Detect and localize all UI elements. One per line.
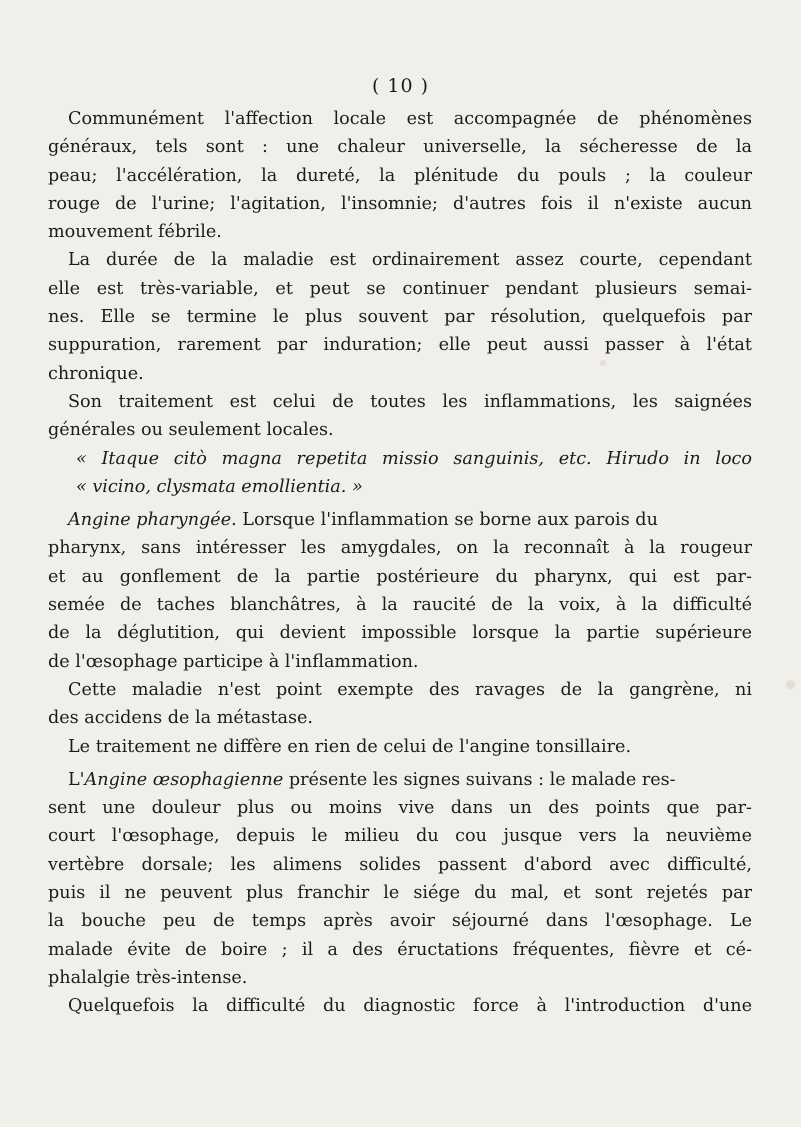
paragraph-line: la bouche peu de temps après avoir séjourné dans l'œsophage. Le (48, 911, 752, 932)
paragraph-line: Quelquefois la difficulté du diagnostic force à l'introduction d'une (68, 996, 752, 1017)
section-heading-line (48, 766, 752, 794)
paragraph-line: de la déglutition, qui devient impossible lorsque la partie supérieure (48, 623, 752, 644)
paragraph-line: suppuration, rarement par induration; elle peut aussi passer à l'état (48, 335, 752, 356)
paragraph-line: court l'œsophage, depuis le milieu du cou jusque vers la neuvième (48, 826, 752, 847)
paragraph-text: L' (68, 769, 85, 790)
paragraph-line: généraux, tels sont : une chaleur universelle, la sécheresse de la (48, 137, 752, 158)
paragraph-line: des accidens de la métastase. (48, 708, 313, 729)
paragraph-line: malade évite de boire ; il a des éructations fréquentes, fièvre et cé- (48, 939, 752, 960)
paragraph-line: elle est très-variable, et peut se continuer pendant plusieurs semai- (48, 278, 752, 299)
paragraph-line: Cette maladie n'est point exempte des ravages de la gangrène, ni (68, 679, 752, 700)
paragraph-line: mouvement fébrile. (48, 222, 222, 243)
paragraph-line: Communément l'affection locale est accompagnée de phénomènes (68, 109, 752, 129)
paragraph-line: et au gonflement de la partie postérieure du pharynx, qui est par- (48, 566, 752, 587)
paragraph-line: La durée de la maladie est ordinairement assez courte, cependant (68, 250, 752, 271)
paragraph-line: peau; l'accélération, la dureté, la plénitude du pouls ; la couleur (48, 165, 752, 186)
paragraph-line: phalalgie très-intense. (48, 967, 248, 988)
paragraph-text: Lorsque l'inflammation se borne aux parois du (236, 510, 658, 531)
paragraph-text: présente les signes suivans : le malade res- (283, 769, 676, 790)
paragraph-line: puis il ne peuvent plus franchir le siége du mal, et sont rejetés par (48, 883, 752, 904)
latin-quote-line: « Itaque citò magna repetita missio sanguinis, etc. Hirudo in loco (76, 448, 752, 469)
latin-quote-line: « vicino, clysmata emollientia. » (76, 476, 363, 497)
paragraph-line: sent une douleur plus ou moins vive dans un des points que par- (48, 798, 752, 819)
paragraph-line: chronique. (48, 363, 144, 384)
section-title: Angine œsophagienne (84, 769, 284, 790)
page-number: ( 10 ) (371, 75, 430, 97)
paragraph-line: Le traitement ne diffère en rien de celui de l'angine tonsillaire. (68, 736, 632, 757)
paragraph-line: vertèbre dorsale; les alimens solides passent d'abord avec difficulté, (48, 854, 752, 875)
section-title: Angine pharyngée. (68, 510, 237, 531)
paper-stain (786, 680, 795, 689)
paragraph-line: générales ou seulement locales. (48, 420, 334, 441)
paragraph-line: semée de taches blanchâtres, à la raucité de la voix, à la difficulté (48, 595, 752, 616)
paragraph-line: Son traitement est celui de toutes les inflammations, les saignées (68, 391, 752, 412)
paragraph-line: pharynx, sans intéresser les amygdales, on la reconnaît à la rougeur (48, 538, 752, 559)
paragraph-line: rouge de l'urine; l'agitation, l'insomnie; d'autres fois il n'existe aucun (48, 193, 752, 214)
paragraph-line: nes. Elle se termine le plus souvent par résolution, quelquefois par (48, 307, 752, 328)
paragraph-line: de l'œsophage participe à l'inflammation. (48, 651, 419, 672)
body-text (48, 105, 752, 1021)
section-heading-line (48, 506, 752, 534)
